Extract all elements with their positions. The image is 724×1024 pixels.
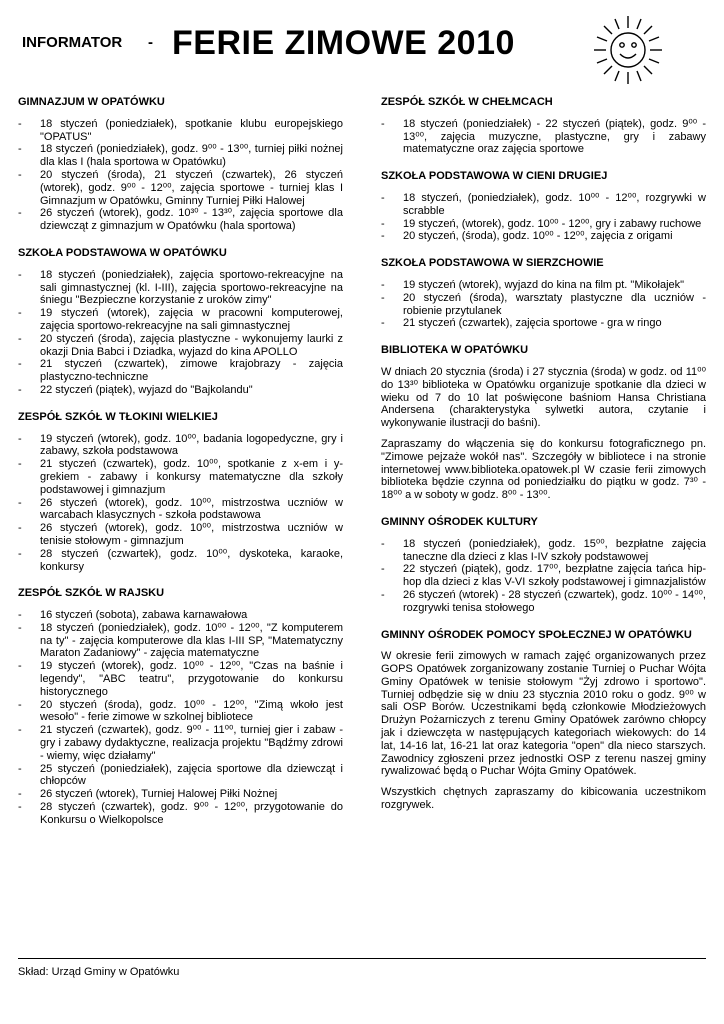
section-title: SZKOŁA PODSTAWOWA W CIENI DRUGIEJ xyxy=(381,170,608,183)
list-item: - 26 styczeń (wtorek), godz. 10⁰⁰, mistrzostwa uczniów w tenisie stołowym - gimnazjum xyxy=(18,522,343,548)
paragraph: Zapraszamy do włączenia się do konkursu fotograficznego pn. "Zimowe pejzaże wokół nas". Szczegóły w bibliotece i na stronie internetowej www.biblioteka.opatowek.pl W czasie ferii zimowych biblioteka będzie czynna od poniedziałku do piątku w godz. 7³⁰ - 18⁰⁰ a w soboty w godz. 8⁰⁰ - 13⁰⁰. xyxy=(381,437,706,502)
list-item: - 25 styczeń (poniedziałek), zajęcia sportowe dla dziewcząt i chłopców xyxy=(18,763,343,789)
header-informator: INFORMATOR xyxy=(22,34,123,51)
section-gimnazjum-w-opato-wku xyxy=(18,96,343,233)
list-item: - 21 styczeń (czwartek), zajęcia sportowe - gra w ringo xyxy=(381,317,706,330)
list-item: - 26 styczeń (wtorek), godz. 10⁰⁰, mistrzostwa uczniów w warcabach klasycznych - szkoła podstawowa xyxy=(18,497,343,523)
paragraph: W dniach 20 stycznia (środa) i 27 stycznia (środa) w godz. od 11⁰⁰ do 13³⁰ biblioteka w Opatówku organizuje spotkanie dla dzieci w wieku od 7 do 10 lat poświęcone baśniom Hansa Christiana Andersena (charakterystyka sylwetki autora, czytanie i wykonywanie ilustracji do baśni). xyxy=(381,365,706,430)
section-title: GMINNY OŚRODEK POMOCY SPOŁECZNEJ W OPATÓWKU xyxy=(381,628,692,641)
list-item: - 18 styczeń (poniedziałek), godz. 10⁰⁰ - 12⁰⁰, "Z komputerem na ty" - zajęcia komputerowe dla klas I-III SP, "Matematyczny Maraton Zadaniowy" - zajęcia matematyczne xyxy=(18,622,343,660)
section-title: SZKOŁA PODSTAWOWA W OPATÓWKU xyxy=(18,246,227,259)
page-title: FERIE ZIMOWE 2010 xyxy=(172,24,515,62)
section-gminny-os-rodek-pomocy-spo-ecznej-w-opato-wku xyxy=(381,629,706,812)
list-item: - 18 styczeń (poniedziałek) - 22 styczeń (piątek), godz. 9⁰⁰ - 13⁰⁰, zajęcia muzyczne, plastyczne, gry i zabawy matematyczne oraz zajęcia sportowe xyxy=(381,118,706,156)
section-title: GMINNY OŚRODEK KULTURY xyxy=(381,515,538,528)
sun-icon xyxy=(592,14,664,86)
section-szko-a-podstawowa-w-opato-wku xyxy=(18,247,343,397)
section-biblioteka-w-opato-wku xyxy=(381,344,706,502)
event-list xyxy=(381,192,706,243)
list-item: - 19 styczeń (wtorek), zajęcia w pracowni komputerowej, zajęcia sportowo-rekreacyjne na sali gimnastycznej xyxy=(18,307,343,333)
section-title: SZKOŁA PODSTAWOWA W SIERZCHOWIE xyxy=(381,257,604,270)
footer-text: Skład: Urząd Gminy w Opatówku xyxy=(18,966,180,978)
list-item: - 26 styczeń (wtorek), Turniej Halowej Piłki Nożnej xyxy=(18,788,343,801)
list-item: - 19 styczeń (wtorek), wyjazd do kina na film pt. "Mikołajek" xyxy=(381,279,706,292)
section-title: ZESPÓŁ SZKÓŁ W RAJSKU xyxy=(18,587,165,600)
left-column xyxy=(18,96,343,841)
right-column xyxy=(381,96,706,826)
list-item: - 20 styczeń (środa), warsztaty plastyczne dla uczniów - robienie przytulanek xyxy=(381,292,706,318)
list-item: - 16 styczeń (sobota), zabawa karnawałowa xyxy=(18,609,343,622)
list-item: - 22 styczeń (piątek), wyjazd do "Bajkolandu" xyxy=(18,384,343,397)
event-list xyxy=(18,609,343,827)
paragraph: W okresie ferii zimowych w ramach zajęć organizowanych przez GOPS Opatówek zorganizowany zostanie Turniej o Puchar Wójta Gminy Opatówek w tenisie stołowym "Żyj zdrowo i sportowo". Turniej odbędzie się w dniu 23 stycznia 2010 roku o godz. 9⁰⁰ w sali OSP Borów. Uczestnikami będą członkowie Młodzieżowych Drużyn Pożarniczych z terenu Gminy Opatówek zarówno chłopcy jak i dziewczęta w następujących kategoriach wiekowych: do 14 lat, 14-16 lat, 16-21 lat oraz kategoria "open" dla nieco starszych. Zawodnicy zgłoszeni przez jednostki OSP z terenu naszej gminy rywalizować będą o Puchar Wójta Gminy Opatówek. xyxy=(381,650,706,778)
list-item: - 28 styczeń (czwartek), godz. 10⁰⁰, dyskoteka, karaoke, konkursy xyxy=(18,548,343,574)
event-list xyxy=(381,118,706,156)
list-item: - 19 styczeń (wtorek), godz. 10⁰⁰ - 12⁰⁰, "Czas na baśnie i legendy", "ABC teatru", przygotowanie do konkursu historycznego xyxy=(18,660,343,698)
event-list xyxy=(18,118,343,233)
list-item: - 26 styczeń (wtorek), godz. 10³⁰ - 13³⁰, zajęcia sportowe dla dziewcząt z gimnazjum w Opatówku (hala sportowa) xyxy=(18,207,343,233)
list-item: - 19 styczeń, (wtorek), godz. 10⁰⁰ - 12⁰⁰, gry i zabawy ruchowe xyxy=(381,218,706,231)
event-list xyxy=(381,279,706,330)
list-item: - 20 styczeń (środa), zajęcia plastyczne - wykonujemy laurki z okazji Dnia Babci i Dziadka, wyjazd do kina APOLLO xyxy=(18,333,343,359)
paragraph: Wszystkich chętnych zapraszamy do kibicowania uczestnikom rozgrywek. xyxy=(381,786,706,812)
section-zespo-szko-w-t-okini-wielkiej xyxy=(18,411,343,574)
event-list xyxy=(18,269,343,397)
list-item: - 22 styczeń (piątek), godz. 17⁰⁰, bezpłatne zajęcia tańca hip-hop dla dzieci z klas V-VI szkoły podstawowej i gimnazjalistów xyxy=(381,563,706,589)
footer-divider xyxy=(18,958,706,959)
list-item: - 20 styczeń (środa), 21 styczeń (czwartek), 26 styczeń (wtorek), godz. 9⁰⁰ - 12⁰⁰, zajęcia sportowe - turniej klas I Gimnazjum w Opatówku, Gminny Turniej Piłki Halowej xyxy=(18,169,343,207)
list-item: - 21 styczeń (czwartek), zimowe krajobrazy - zajęcia plastyczno-techniczne xyxy=(18,358,343,384)
section-title: ZESPÓŁ SZKÓŁ W TŁOKINI WIELKIEJ xyxy=(18,410,218,423)
list-item: - 18 styczeń (poniedziałek), spotkanie klubu europejskiego "OPATUS" xyxy=(18,118,343,144)
list-item: - 20 styczeń, (środa), godz. 10⁰⁰ - 12⁰⁰, zajęcia z origami xyxy=(381,230,706,243)
list-item: - 21 styczeń (czwartek), godz. 9⁰⁰ - 11⁰⁰, turniej gier i zabaw - gry i zabawy dydaktyczne, realizacja projektu "Bądźmy zdrowi - wiemy, więc działamy" xyxy=(18,724,343,762)
list-item: - 20 styczeń (środa), godz. 10⁰⁰ - 12⁰⁰, "Zimą wkoło jest wesoło" - ferie zimowe w szkolnej bibliotece xyxy=(18,699,343,725)
list-item: - 18 styczeń, (poniedziałek), godz. 10⁰⁰ - 12⁰⁰, rozgrywki w scrabble xyxy=(381,192,706,218)
header-dash: - xyxy=(148,34,153,51)
section-szko-a-podstawowa-w-cieni-drugiej xyxy=(381,170,706,243)
list-item: - 21 styczeń (czwartek), godz. 10⁰⁰, spotkanie z x-em i y-grekiem - zabawy i konkursy matematyczne dla szkoły podstawowej i gimnazjum xyxy=(18,458,343,496)
list-item: - 18 styczeń (poniedziałek), godz. 9⁰⁰ - 13⁰⁰, turniej piłki nożnej dla klas I (hala sportowa w Opatówku) xyxy=(18,143,343,169)
section-zespo-szko-w-che-mcach xyxy=(381,96,706,156)
section-title: ZESPÓŁ SZKÓŁ W CHEŁMCACH xyxy=(381,96,553,108)
section-gminny-os-rodek-kultury xyxy=(381,516,706,615)
list-item: - 28 styczeń (czwartek), godz. 9⁰⁰ - 12⁰⁰, przygotowanie do Konkursu o Wielkopolsce xyxy=(18,801,343,827)
list-item: - 18 styczeń (poniedziałek), godz. 15⁰⁰, bezpłatne zajęcia taneczne dla dzieci z klas I-IV szkoły podstawowej xyxy=(381,538,706,564)
section-zespo-szko-w-rajsku xyxy=(18,587,343,826)
section-title: BIBLIOTEKA W OPATÓWKU xyxy=(381,344,529,357)
list-item: - 18 styczeń (poniedziałek), zajęcia sportowo-rekreacyjne na sali gimnastycznej (kl. I-III), zajęcia sportowo-rekreacyjne na śniegu "Bezpieczne korzystanie z uroków zimy" xyxy=(18,269,343,307)
list-item: - 19 styczeń (wtorek), godz. 10⁰⁰, badania logopedyczne, gry i zabawy, szkoła podstawowa xyxy=(18,433,343,459)
section-title: GIMNAZJUM W OPATÓWKU xyxy=(18,96,165,108)
event-list xyxy=(18,433,343,574)
section-szko-a-podstawowa-w-sierzchowie xyxy=(381,257,706,330)
event-list xyxy=(381,538,706,615)
list-item: - 26 styczeń (wtorek) - 28 styczeń (czwartek), godz. 10⁰⁰ - 14⁰⁰, rozgrywki tenisa stołowego xyxy=(381,589,706,615)
